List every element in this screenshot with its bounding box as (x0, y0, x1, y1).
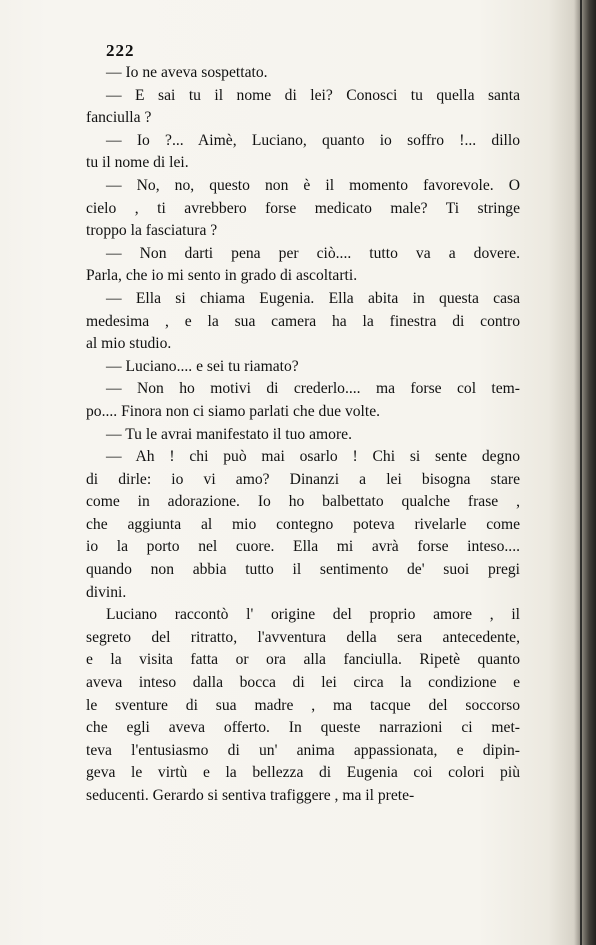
paragraph (86, 356, 520, 379)
text-line: le sventure di sua madre , ma tacque del soccorso (86, 696, 520, 714)
text-line: che aggiunta al mio contegno poteva rivelarle come (86, 515, 520, 533)
paragraph (86, 604, 520, 807)
text-line: segreto del ritratto, l'avventura della sera antecedente, (86, 628, 520, 646)
text-line: seducenti. Gerardo si sentiva trafiggere , ma il prete- (86, 787, 415, 804)
text-line: come in adorazione. Io ho balbettato qualche frase , (86, 493, 520, 511)
paragraph (86, 130, 520, 175)
binding-line (580, 0, 582, 945)
text-line: di dirle: io vi amo? Dinanzi a lei bisogna stare (86, 470, 520, 488)
paragraph (86, 288, 520, 356)
text-line: Parla, che io mi sento in grado di ascoltarti. (86, 267, 358, 285)
page-text (86, 40, 520, 808)
paragraphs (86, 62, 520, 808)
text-line: divini. (86, 583, 127, 601)
paragraph (86, 62, 520, 85)
text-line: — Tu le avrai manifestato il tuo amore. (106, 425, 352, 443)
paragraph (86, 446, 520, 604)
text-line: — Non ho motivi di crederlo.... ma forse col tem- (106, 380, 520, 398)
text-line: cielo , ti avrebbero forse medicato male? Ti stringe (86, 199, 520, 217)
text-line: al mio studio. (86, 335, 172, 353)
paragraph (86, 175, 520, 243)
text-line: quando non abbia tutto il sentimento de' suoi pregi (86, 561, 520, 579)
paragraph (86, 378, 520, 423)
text-line: io la porto nel cuore. Ella mi avrà forse inteso.... (86, 538, 520, 556)
page-number: 222 (106, 41, 135, 60)
paragraph (86, 424, 520, 447)
text-line: tu il nome di lei. (86, 154, 189, 172)
paragraph (86, 85, 520, 130)
text-line: — No, no, questo non è il momento favorevole. O (106, 176, 520, 194)
page-binding-edge (574, 0, 596, 945)
text-line: — Non darti pena per ciò.... tutto va a dovere. (106, 244, 520, 262)
text-line: geva le virtù e la bellezza di Eugenia coi colori più (86, 764, 520, 782)
text-line: e la visita fatta or ora alla fanciulla. Ripetè quanto (86, 651, 520, 669)
text-line: troppo la fasciatura ? (86, 222, 218, 240)
text-line: che egli aveva offerto. In queste narrazioni ci met- (86, 719, 520, 737)
text-line: medesima , e la sua camera ha la finestra di contro (86, 312, 520, 330)
text-line: po.... Finora non ci siamo parlati che due volte. (86, 402, 381, 420)
text-line: — Ah ! chi può mai osarlo ! Chi si sente degno (106, 448, 520, 466)
text-line: teva l'entusiasmo di un' anima appassionata, e dipin- (86, 741, 520, 759)
text-line: Luciano raccontò l' origine del proprio amore , il (106, 606, 520, 624)
text-line: — Io ?... Aimè, Luciano, quanto io soffro !... dillo (106, 131, 520, 149)
text-line: fanciulla ? (86, 109, 152, 127)
paragraph (86, 243, 520, 288)
text-line: — E sai tu il nome di lei? Conosci tu quella santa (106, 86, 520, 104)
text-line: — Io ne aveva sospettato. (106, 64, 268, 81)
text-line: — Luciano.... e sei tu riamato? (106, 357, 299, 375)
text-line: — Ella si chiama Eugenia. Ella abita in questa casa (106, 289, 520, 307)
text-line: aveva inteso dalla bocca di lei circa la condizione e (86, 674, 520, 692)
